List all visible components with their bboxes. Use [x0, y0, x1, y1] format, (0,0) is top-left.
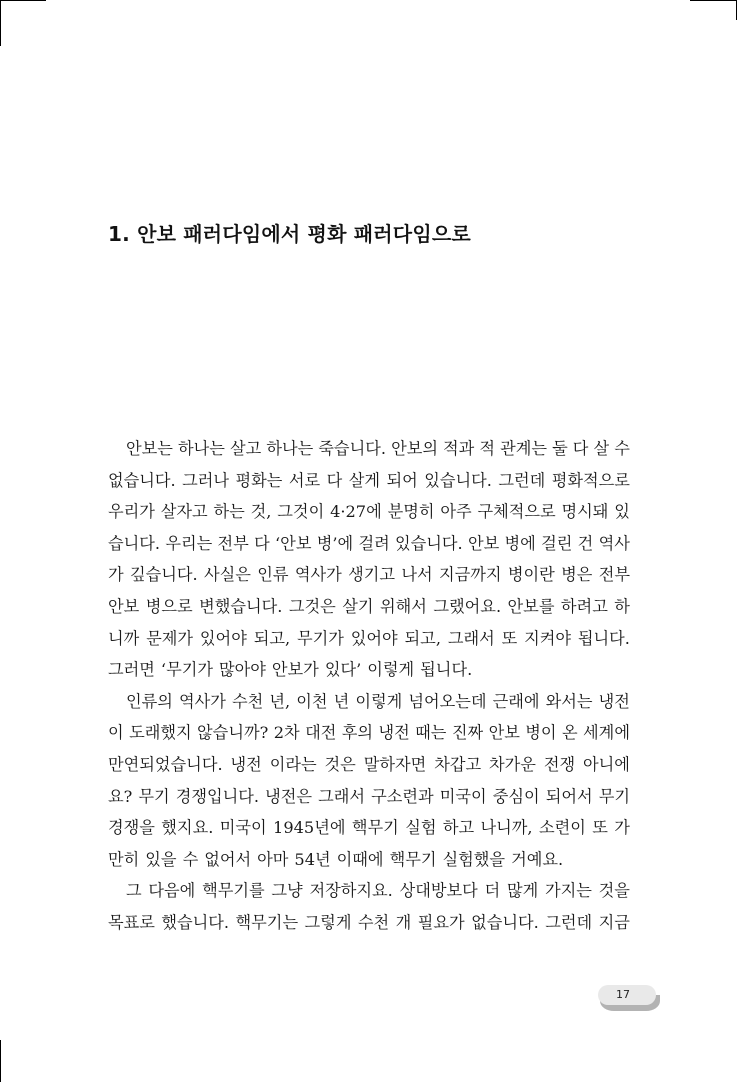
text-word: 지켜야: [524, 628, 572, 648]
text-word: 역사: [598, 533, 630, 553]
text-word: 되어서: [545, 786, 593, 806]
text-word: 없습니다.: [471, 912, 539, 932]
text-word: 적: [479, 439, 496, 458]
text-word: 인류: [257, 565, 289, 585]
text-word: 핵무기: [351, 818, 399, 838]
crop-mark-top-left-vertical: [0, 0, 1, 46]
text-word: 차가운: [489, 754, 536, 774]
text-word: 있을: [145, 849, 177, 869]
text-word: 냉전: [598, 691, 630, 711]
text-word: 걸린: [541, 533, 573, 553]
text-word: 병은: [561, 565, 593, 585]
text-word: 병에: [504, 533, 536, 553]
text-word: 가: [614, 818, 630, 838]
text-word: 목표로: [108, 912, 155, 932]
text-line: [108, 844, 630, 876]
text-word: 이렇게: [367, 660, 415, 680]
text-word: 많아야: [218, 660, 266, 680]
section-heading: 1. 안보 패러다임에서 평화 패러다임으로: [108, 222, 471, 246]
text-word: 아니에: [583, 754, 630, 774]
text-word: 구소련과: [371, 786, 434, 806]
text-word: 와서는: [545, 691, 593, 711]
text-line: [108, 781, 630, 813]
text-word: 차갑고: [434, 754, 482, 774]
text-word: 구체적으로: [477, 502, 556, 522]
text-word: 사실은: [204, 565, 251, 585]
text-word: ‘무기가: [160, 660, 213, 680]
text-word: 우리는: [165, 533, 213, 553]
text-word: 핵무기는: [235, 912, 299, 932]
text-word: 세계에: [583, 723, 630, 743]
text-word: 만연되었습니다.: [108, 754, 223, 774]
page-number: 17: [616, 988, 630, 1001]
text-word: 그렇게: [304, 912, 352, 932]
text-word: 하나는: [177, 439, 225, 458]
text-word: 년,: [269, 691, 291, 711]
text-word: 있다’: [324, 660, 362, 680]
text-word: 둘: [552, 439, 568, 458]
text-word: 다: [254, 533, 270, 553]
text-word: 이: [108, 723, 124, 743]
text-word: 안보: [467, 533, 500, 553]
text-word: 필요가: [417, 912, 465, 932]
text-word: 그러나: [182, 470, 230, 490]
text-line: [108, 433, 630, 465]
text-word: 아주: [440, 502, 472, 522]
text-word: 4·27에: [330, 502, 382, 522]
text-word: 핵무기를: [202, 881, 265, 901]
text-line: [108, 686, 630, 718]
text-word: 또: [592, 818, 608, 838]
text-word: ‘안보: [275, 533, 312, 553]
text-word: 수: [614, 439, 630, 458]
text-word: 전쟁: [543, 754, 576, 774]
text-word: 수천: [232, 691, 264, 711]
text-word: 하나는: [266, 439, 314, 458]
text-word: 인류의: [126, 691, 173, 711]
text-line: [108, 812, 630, 844]
text-word: 적과: [443, 439, 475, 458]
text-word: 그것이: [277, 502, 325, 522]
text-line: [108, 717, 630, 749]
text-word: 그것은: [288, 596, 336, 616]
text-word: 있어야: [350, 628, 398, 648]
text-word: 관계는: [500, 439, 548, 458]
text-word: 냉전은: [265, 786, 313, 806]
text-word: 했습니다.: [161, 912, 230, 932]
text-word: 안보는: [126, 439, 173, 458]
text-word: 가: [108, 565, 124, 585]
text-word: 있습니다.: [424, 470, 492, 490]
text-word: 하고: [442, 818, 475, 838]
text-word: 도래했지: [129, 723, 192, 743]
text-word: 더: [484, 881, 501, 901]
text-word: 생기고: [348, 565, 396, 585]
text-line: [108, 591, 630, 623]
text-line: [108, 875, 630, 907]
text-word: 때는: [415, 723, 447, 743]
text-word: 안보: [108, 596, 140, 616]
text-word: 있습니다.: [395, 533, 463, 553]
text-line: [108, 465, 630, 497]
text-word: 후의: [341, 723, 374, 743]
text-word: 분명히: [387, 502, 435, 522]
text-word: 냉전: [230, 754, 262, 774]
text-word: 미국이: [219, 818, 267, 838]
text-word: 온: [561, 723, 578, 743]
text-word: 있: [614, 502, 630, 522]
text-word: 전부: [598, 565, 630, 585]
text-word: 말하자면: [363, 754, 427, 774]
text-word: 년: [333, 691, 350, 711]
text-word: 니까: [108, 628, 140, 648]
text-word: 근래에: [492, 691, 540, 711]
text-word: 안보의: [391, 439, 438, 458]
text-word: 안보를: [507, 596, 555, 616]
text-word: 살고: [229, 439, 262, 458]
text-word: 소련이: [538, 818, 586, 838]
text-word: 우리가: [108, 502, 155, 522]
text-word: 2차: [273, 723, 300, 743]
text-word: 있어야: [199, 628, 247, 648]
text-word: 무기: [598, 786, 630, 806]
text-word: 개: [395, 912, 412, 932]
text-word: 나서: [401, 565, 433, 585]
text-word: 되어: [386, 470, 418, 490]
text-word: 살자고: [160, 502, 208, 522]
text-word: 되고,: [253, 628, 291, 648]
text-word: 병이란: [507, 565, 555, 585]
text-word: 거예요.: [511, 849, 564, 869]
text-word: 명시돼: [561, 502, 609, 522]
text-word: 걸려: [358, 533, 390, 553]
text-word: 됩니다.: [577, 628, 630, 648]
text-word: 하는: [213, 502, 245, 522]
text-word: 없습니다.: [108, 470, 176, 490]
text-word: 역사가: [179, 691, 226, 711]
text-word: 변했습니다.: [199, 596, 283, 616]
text-word: 넘어오는데: [408, 691, 487, 711]
text-word: 위해서: [380, 596, 427, 616]
text-word: 것,: [250, 502, 272, 522]
text-word: 실험했을: [442, 849, 506, 869]
text-word: 살기: [342, 596, 374, 616]
text-line: [108, 623, 630, 655]
text-word: 많게: [506, 881, 539, 901]
text-word: 냉전: [378, 723, 410, 743]
text-word: 병이: [525, 723, 557, 743]
text-word: 수천: [357, 912, 390, 932]
text-word: 54년: [294, 849, 331, 869]
text-word: 다: [326, 470, 343, 490]
text-word: 무기: [138, 786, 170, 806]
text-word: 1945년에: [273, 818, 346, 838]
text-word: 살게: [348, 470, 381, 490]
text-word: 지금까지: [438, 565, 502, 585]
text-word: 것은: [324, 754, 356, 774]
body-text: [108, 433, 630, 939]
text-word: 했지요.: [161, 818, 214, 838]
text-word: 대전: [305, 723, 337, 743]
text-line: [108, 907, 630, 939]
text-word: 다음에: [148, 881, 196, 901]
text-word: 그랬어요.: [433, 596, 502, 616]
text-line: [108, 654, 630, 686]
text-line: [108, 496, 630, 528]
text-word: 하려고: [560, 596, 608, 616]
crop-mark-bottom-left-vertical: [0, 1040, 1, 1082]
text-line: [108, 528, 630, 560]
text-word: 것을: [598, 881, 630, 901]
text-word: 지금: [598, 912, 630, 932]
text-word: 만히: [108, 849, 140, 869]
text-word: 문제가: [146, 628, 194, 648]
text-word: 그냥: [271, 881, 303, 901]
text-word: 이렇게: [355, 691, 403, 711]
text-word: 건: [577, 533, 594, 553]
crop-mark-top-right-horizontal: [690, 0, 737, 1]
text-word: 하: [614, 596, 630, 616]
text-word: 평화는: [235, 470, 283, 490]
text-word: 아마: [257, 849, 289, 869]
text-word: 서로: [288, 470, 321, 490]
text-word: 되고,: [404, 628, 441, 648]
text-word: 없어서: [204, 849, 252, 869]
text-word: 요?: [108, 786, 133, 806]
text-word: 핵무기: [389, 849, 437, 869]
text-word: 무기가: [296, 628, 344, 648]
text-word: 실험: [405, 818, 437, 838]
text-word: 병’에: [316, 533, 354, 553]
text-word: 그래서: [318, 786, 366, 806]
text-word: 상대방보다: [399, 881, 478, 901]
crop-mark-top-left-horizontal: [0, 0, 46, 1]
text-word: 수: [182, 849, 199, 869]
text-word: 저장하지요.: [309, 881, 393, 901]
text-word: 그러면: [108, 660, 155, 680]
text-line: [108, 749, 630, 781]
text-word: 또: [501, 628, 518, 648]
text-word: 그런데: [498, 470, 546, 490]
page-number-tab: [598, 985, 656, 1011]
text-word: 나니까,: [480, 818, 533, 838]
text-word: 다: [572, 439, 589, 458]
text-word: 경쟁입니다.: [175, 786, 260, 806]
text-word: 않습니까?: [197, 723, 269, 743]
text-word: 그: [126, 881, 142, 901]
text-word: 경쟁을: [108, 818, 155, 838]
text-word: 평화적으로: [551, 470, 630, 490]
text-word: 전부: [217, 533, 249, 553]
text-word: 안보: [488, 723, 520, 743]
text-word: 가지는: [544, 881, 592, 901]
text-word: 이라는: [269, 754, 317, 774]
text-word: 그런데: [545, 912, 593, 932]
text-word: 안보가: [271, 660, 319, 680]
text-word: 이천: [296, 691, 328, 711]
text-word: 병으로: [145, 596, 193, 616]
text-word: 진짜: [451, 723, 484, 743]
text-word: 습니다.: [108, 533, 161, 553]
text-word: 죽습니다.: [318, 439, 386, 458]
text-word: 역사가: [294, 565, 342, 585]
text-word: 됩니다.: [420, 660, 473, 680]
text-word: 중심이: [492, 786, 540, 806]
text-line: [108, 559, 630, 591]
text-word: 깊습니다.: [129, 565, 198, 585]
text-word: 미국이: [439, 786, 487, 806]
text-word: 이때에: [336, 849, 384, 869]
text-word: 그래서: [447, 628, 495, 648]
text-word: 살: [593, 439, 610, 458]
